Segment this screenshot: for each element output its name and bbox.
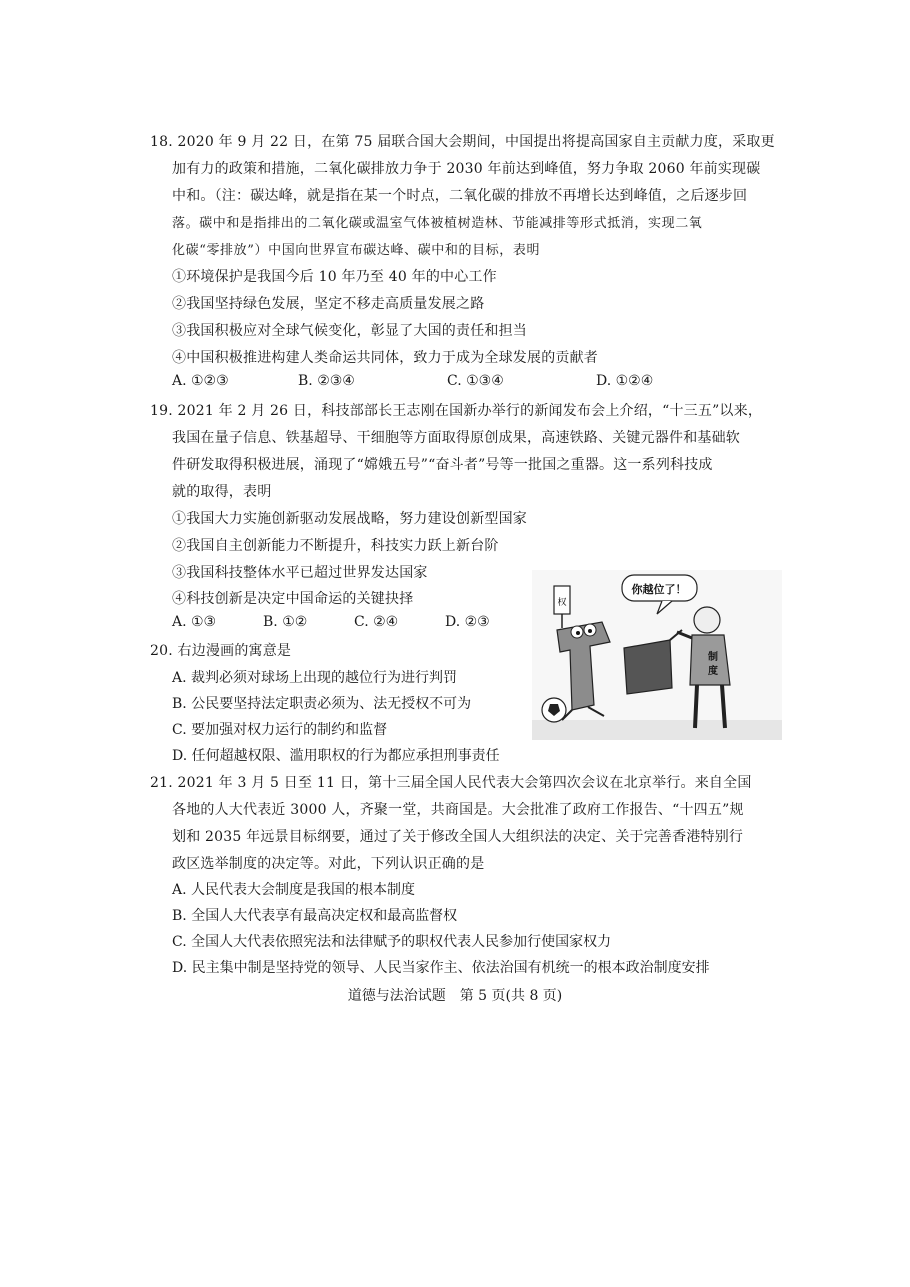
q18-statement: ③我国积极应对全球气候变化，彰显了大国的责任和担当	[172, 323, 527, 339]
q18-stem-line: 落。碳中和是指排出的二氧化碳或温室气体被植树造林、节能减排等形式抵消，实现二氧	[172, 216, 703, 231]
q18-statement: ②我国坚持绿色发展，坚定不移走高质量发展之路	[172, 296, 485, 312]
q19-statement: ②我国自主创新能力不断提升，科技实力跃上新台阶	[172, 538, 499, 554]
shirt-label: 制	[708, 652, 718, 663]
q19-statement: ④科技创新是决定中国命运的关键抉择	[172, 591, 414, 607]
cartoon-illustration	[532, 570, 782, 740]
q21-option-c: C. 全国人大代表依照宪法和法律赋予的职权代表人民参加行使国家权力	[172, 934, 612, 950]
q18-statement: ①环境保护是我国今后 10 年乃至 40 年的中心工作	[172, 269, 497, 285]
page-footer: 道德与法治试题 第 5 页(共 8 页)	[347, 988, 563, 1004]
q19-statement: ①我国大力实施创新驱动发展战略，努力建设创新型国家	[172, 511, 527, 527]
q19-option-a: A. ①③	[172, 614, 217, 630]
q21-stem-line: 政区选举制度的决定等。对此，下列认识正确的是	[172, 856, 485, 872]
q20-option-a: A. 裁判必须对球场上出现的越位行为进行判罚	[172, 670, 458, 686]
q18-option-a: A. ①②③	[172, 373, 229, 389]
q20-stem: 20. 右边漫画的寓意是	[150, 643, 292, 659]
flag	[624, 640, 672, 694]
q18-option-d: D. ①②④	[596, 373, 654, 389]
sign-text: 权	[557, 598, 567, 608]
q18-stem-line: 中和。（注：碳达峰，就是指在某一个时点，二氧化碳的排放不再增长达到峰值，之后逐步回	[172, 188, 748, 204]
q19-option-d: D. ②③	[445, 614, 490, 630]
q20-option-c: C. 要加强对权力运行的制约和监督	[172, 722, 388, 738]
q18-stem-line: 18. 2020 年 9 月 22 日，在第 75 届联合国大会期间，中国提出将提高国家自主贡献力度，采取更	[150, 134, 775, 150]
q18-option-c: C. ①③④	[447, 373, 504, 389]
q18-statement: ④中国积极推进构建人类命运共同体，致力于成为全球发展的贡献者	[172, 350, 598, 366]
referee-head	[694, 607, 720, 633]
q19-stem-line: 件研发取得积极进展，涌现了“嫦娥五号”“奋斗者”号等一批国之重器。这一系列科技成	[172, 457, 713, 473]
q19-option-b: B. ①②	[263, 614, 308, 630]
speech-text: 你越位了！	[631, 584, 687, 596]
q19-stem-line: 就的取得，表明	[172, 484, 272, 500]
q19-statement: ③我国科技整体水平已超过世界发达国家	[172, 565, 428, 581]
q20-option-d: D. 任何超越权限、滥用职权的行为都应承担刑事责任	[172, 748, 500, 764]
q19-option-c: C. ②④	[354, 614, 399, 630]
q18-stem-line: 加有力的政策和措施，二氧化碳排放力争于 2030 年前达到峰值，努力争取 2060 年前实现碳	[172, 161, 761, 177]
q21-option-a: A. 人民代表大会制度是我国的根本制度	[172, 882, 416, 898]
q18-stem-line: 化碳“零排放”）中国向世界宣布碳达峰、碳中和的目标，表明	[172, 243, 541, 258]
q21-stem-line: 21. 2021 年 3 月 5 日至 11 日，第十三届全国人民代表大会第四次会议在北京举行。来自全国	[150, 775, 752, 791]
q21-stem-line: 各地的人大代表近 3000 人，齐聚一堂，共商国是。大会批准了政府工作报告、“十四五”规	[172, 802, 744, 818]
q21-stem-line: 划和 2035 年远景目标纲要，通过了关于修改全国人大组织法的决定、关于完善香港特别行	[172, 829, 744, 845]
q19-stem-line: 我国在量子信息、铁基超导、干细胞等方面取得原创成果，高速铁路、关键元器件和基础软	[172, 430, 740, 446]
q18-option-b: B. ②③④	[298, 373, 355, 389]
q21-option-d: D. 民主集中制是坚持党的领导、人民当家作主、依法治国有机统一的根本政治制度安排	[172, 960, 710, 976]
shirt-label: 度	[708, 666, 718, 677]
q21-option-b: B. 全国人大代表享有最高决定权和最高监督权	[172, 908, 458, 924]
q20-option-b: B. 公民要坚持法定职责必须为、法无授权不可为	[172, 696, 472, 712]
q19-stem-line: 19. 2021 年 2 月 26 日，科技部部长王志刚在国新办举行的新闻发布会上介绍，“十三五”以来，	[150, 403, 763, 419]
